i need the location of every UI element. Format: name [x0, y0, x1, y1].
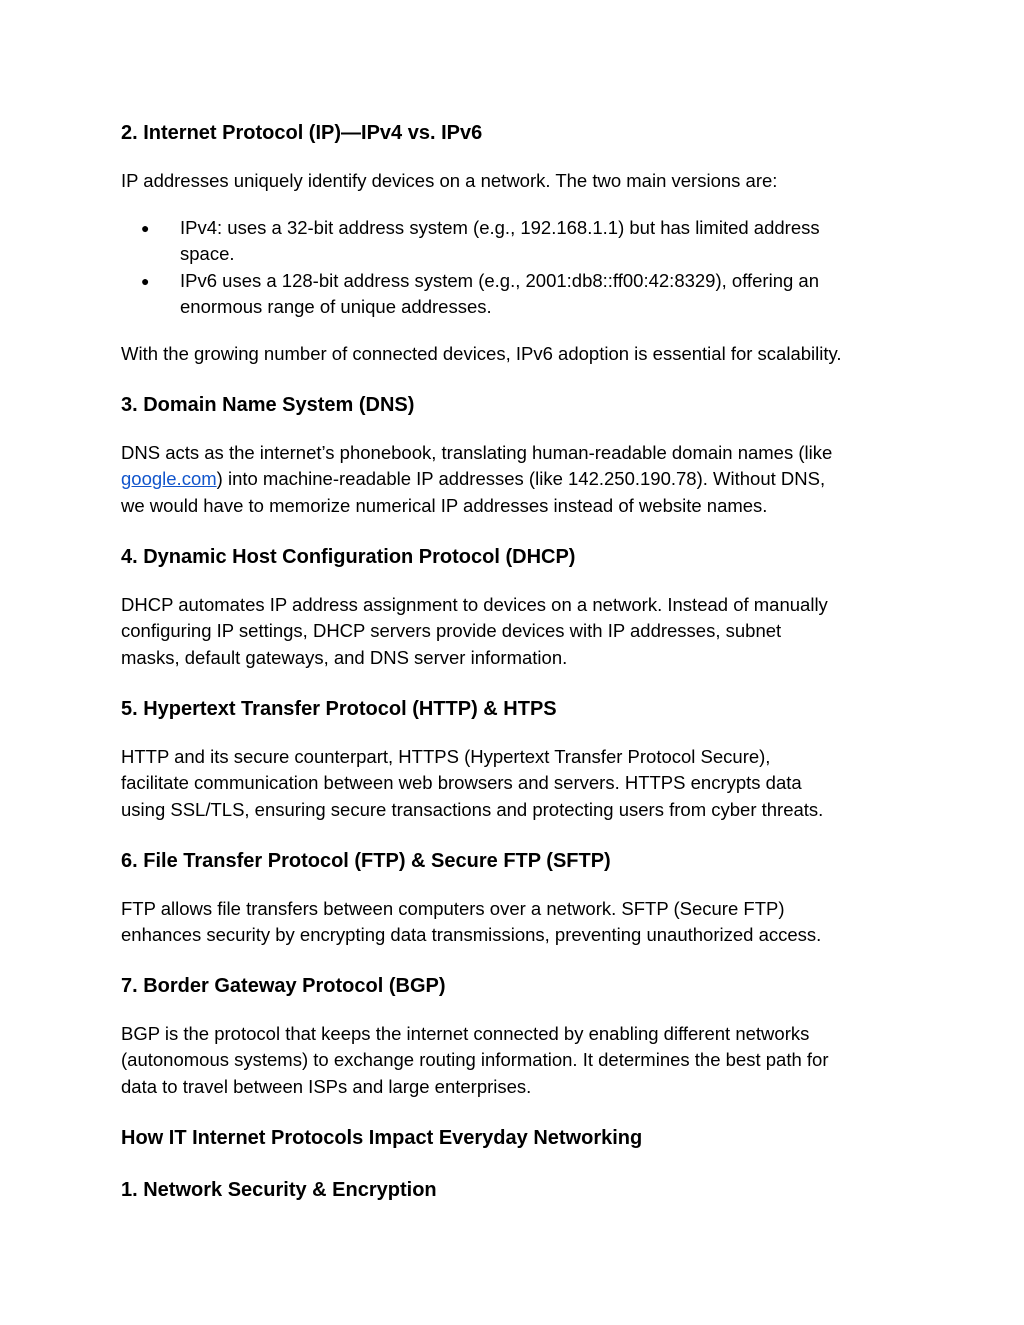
heading-http: 5. Hypertext Transfer Protocol (HTTP) & HTPS: [121, 698, 557, 720]
heading-ftp: 6. File Transfer Protocol (FTP) & Secure FTP (SFTP): [121, 850, 611, 872]
paragraph-line: facilitate communication between web browsers and servers. HTTPS encrypts data: [121, 772, 802, 794]
paragraph-line: FTP allows file transfers between computers over a network. SFTP (Secure FTP): [121, 898, 785, 919]
ftp-paragraph: [121, 896, 911, 949]
paragraph-line: (autonomous systems) to exchange routing information. It determines the best path for: [121, 1049, 829, 1071]
list-item-line: IPv6 uses a 128-bit address system (e.g., 2001:db8::ff00:42:8329), offering an: [180, 269, 819, 291]
ip-intro-paragraph: IP addresses uniquely identify devices on a network. The two main versions are:: [121, 170, 778, 191]
paragraph-line: HTTP and its secure counterpart, HTTPS (Hypertext Transfer Protocol Secure),: [121, 746, 771, 767]
paragraph-line: DNS acts as the internet’s phonebook, translating human-readable domain names (like: [121, 442, 833, 463]
google-link[interactable]: google.com: [121, 468, 217, 490]
bgp-paragraph: [121, 1021, 911, 1100]
paragraph-line: [121, 466, 911, 492]
paragraph-line-rest: ) into machine-readable IP addresses (like 142.250.190.78). Without DNS,: [216, 468, 826, 490]
ip-outro-paragraph: With the growing number of connected devices, IPv6 adoption is essential for scalability.: [121, 343, 842, 364]
list-item-line: enormous range of unique addresses.: [180, 295, 492, 317]
heading-security: 1. Network Security & Encryption: [121, 1179, 437, 1201]
heading-impact: How IT Internet Protocols Impact Everyday Networking: [121, 1127, 643, 1149]
list-item-ipv4: [121, 215, 820, 268]
paragraph-line: data to travel between ISPs and large enterprises.: [121, 1075, 532, 1097]
bullet-icon: ●: [141, 220, 150, 236]
heading-bgp: 7. Border Gateway Protocol (BGP): [121, 975, 446, 997]
list-item-ipv6: [121, 268, 820, 321]
ip-versions-list: [121, 215, 820, 320]
http-paragraph: [121, 744, 911, 823]
dhcp-paragraph: [121, 592, 911, 671]
bullet-icon: ●: [141, 272, 150, 289]
paragraph-line: using SSL/TLS, ensuring secure transactions and protecting users from cyber threats.: [121, 798, 824, 820]
paragraph-line: configuring IP settings, DHCP servers provide devices with IP addresses, subnet: [121, 620, 782, 642]
paragraph-line: masks, default gateways, and DNS server information.: [121, 646, 568, 668]
paragraph-line: DHCP automates IP address assignment to devices on a network. Instead of manually: [121, 594, 828, 615]
paragraph-line: enhances security by encrypting data transmissions, preventing unauthorized access.: [121, 924, 822, 946]
heading-dns: 3. Domain Name System (DNS): [121, 394, 415, 416]
dns-paragraph: [121, 440, 911, 519]
heading-dhcp: 4. Dynamic Host Configuration Protocol (DHCP): [121, 546, 576, 568]
heading-ip: 2. Internet Protocol (IP)—IPv4 vs. IPv6: [121, 122, 483, 144]
paragraph-line: BGP is the protocol that keeps the internet connected by enabling different networks: [121, 1023, 810, 1044]
list-item-line: space.: [180, 243, 235, 265]
list-item-line: IPv4: uses a 32-bit address system (e.g., 192.168.1.1) but has limited address: [180, 217, 820, 238]
paragraph-line: we would have to memorize numerical IP addresses instead of website names.: [121, 494, 768, 516]
